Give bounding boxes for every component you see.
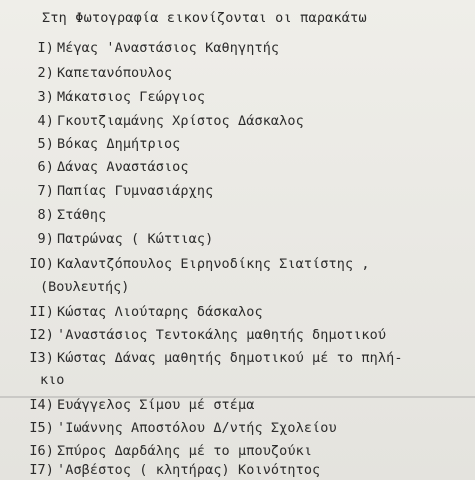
list-item [14,304,472,320]
entry-number: I4) [29,397,54,413]
entry-number: 3) [37,89,54,105]
entry-number: I2) [29,327,54,343]
entry-number: I7) [29,462,54,478]
entry-number: 7) [37,183,54,199]
document-title: Στη Φωτογραφία εικονίζονται οι παρακάτω [42,10,367,26]
entry-text: Γκουτζιαμάνης Χρίστος Δάσκαλος [57,113,304,129]
entry-number: I5) [29,420,54,436]
entry-text: 'Αναστάσιος Τεντοκάλης μαθητής δημοτικού [57,327,387,343]
list-item [14,327,472,343]
entry-number: II) [29,304,54,320]
list-item [14,462,472,478]
entry-text: Κώστας Λιούταρης δάσκαλος [57,304,263,320]
entry-text: Πατρώνας ( Κώττιας) [57,231,214,247]
list-item [14,350,472,366]
list-item [14,231,472,247]
entry-number: 8) [37,207,54,223]
list-item [14,89,472,105]
entry-text: Βόκας Δημήτριος [57,136,181,152]
list-item [14,159,472,175]
entry-text: Κώστας Δάνας μαθητής δημοτικού μέ το πηλή- [57,350,403,366]
entry-text: 'Ασβέστος ( κλητήρας) Κοινότητος [57,462,321,478]
entry-text: Σπύρος Δαρδάλης μέ το μπουζούκι [57,443,313,459]
entry-continuation: (Βουλευτής) [40,279,130,295]
entry-number: 2) [37,65,54,81]
entry-text: Μέγας 'Αναστάσιος Καθηγητής [57,40,280,56]
list-item [14,136,472,152]
entry-continuation: κιο [40,372,65,388]
entry-text: 'Ιωάννης Αποστόλου Δ/ντής Σχολείου [57,420,337,436]
entry-number: I3) [29,350,54,366]
entry-number: I6) [29,443,54,459]
entry-number: IO) [29,256,54,272]
entry-text: Δάνας Αναστάσιος [57,159,189,175]
list-item [14,256,472,272]
entry-number: 4) [37,113,54,129]
entry-number: I) [37,40,54,56]
entry-text: Μάκατσιος Γεώργιος [57,89,206,105]
list-item [14,40,472,56]
entry-text: Καλαντζόπουλος Ειρηνοδίκης Σιατίστης , [57,256,370,272]
list-item [14,207,472,223]
list-item [14,65,472,81]
entry-text: Στάθης [57,207,107,223]
list-item [14,113,472,129]
entry-text: Ευάγγελος Σίμου μέ στέμα [57,397,255,413]
entry-number: 9) [37,231,54,247]
list-item [14,443,472,459]
list-item [14,183,472,199]
entry-number: 5) [37,136,54,152]
entry-text: Παπίας Γυμνασιάρχης [57,183,214,199]
list-item [14,420,472,436]
list-item [14,397,472,413]
entry-text: Καπετανόπουλος [57,65,173,81]
entry-number: 6) [37,159,54,175]
